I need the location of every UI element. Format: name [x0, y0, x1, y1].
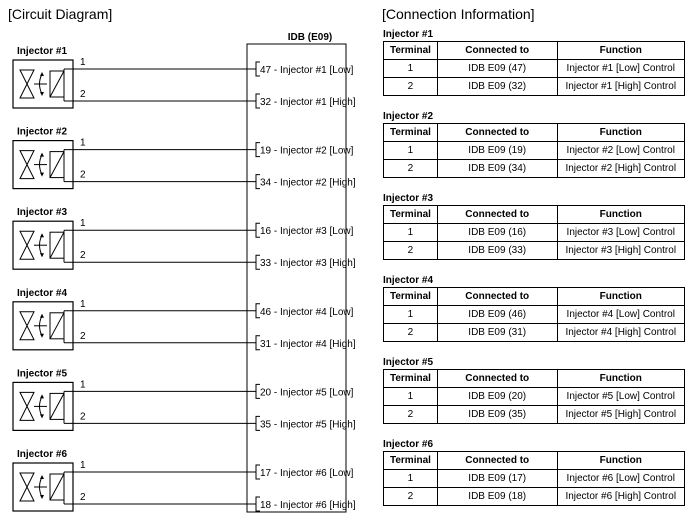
injector-circuit-4: [13, 288, 356, 350]
cell-terminal: 1: [384, 306, 438, 324]
idb-box: [247, 44, 346, 512]
table-header-row: [384, 370, 685, 388]
injector-circuit-1: [13, 46, 356, 108]
table-title: Injector #2: [383, 111, 434, 122]
pin-number: 2: [80, 250, 86, 262]
table-header-row: [384, 206, 685, 224]
cell-function: Injector #1 [Low] Control: [557, 60, 685, 78]
circuit-diagram-title: [Circuit Diagram]: [8, 6, 113, 22]
cell-function: Injector #6 [Low] Control: [557, 470, 685, 488]
idb-pin-label: 19 - Injector #2 [Low]: [260, 145, 354, 157]
injector-circuit-6: [13, 449, 356, 511]
pin-number: 2: [80, 169, 86, 181]
injector-title: Injector #3: [17, 207, 68, 219]
connection-block-1: [383, 28, 688, 110]
cell-terminal: 2: [384, 488, 438, 506]
cell-function: Injector #5 [Low] Control: [557, 388, 685, 406]
table-row: [384, 406, 685, 424]
table-row: [384, 160, 685, 178]
header-terminal: Terminal: [384, 370, 438, 388]
header-terminal: Terminal: [384, 288, 438, 306]
table-title: Injector #3: [383, 193, 434, 204]
cell-function: Injector #5 [High] Control: [557, 406, 685, 424]
cell-terminal: 1: [384, 388, 438, 406]
idb-pin-label: 32 - Injector #1 [High]: [260, 97, 356, 108]
cell-function: Injector #6 [High] Control: [557, 488, 685, 506]
cell-terminal: 1: [384, 142, 438, 160]
cell-connected-to: IDB E09 (35): [437, 406, 557, 424]
pin-number: 2: [80, 330, 86, 342]
cell-connected-to: IDB E09 (46): [437, 306, 557, 324]
idb-pin-label: 20 - Injector #5 [Low]: [260, 387, 354, 399]
idb-pin-label: 47 - Injector #1 [Low]: [260, 65, 354, 76]
cell-connected-to: IDB E09 (17): [437, 470, 557, 488]
cell-terminal: 2: [384, 78, 438, 96]
cell-connected-to: IDB E09 (32): [437, 78, 557, 96]
solenoid-valve-icon: [20, 311, 64, 343]
cell-connected-to: IDB E09 (19): [437, 142, 557, 160]
connection-block-6: [383, 438, 688, 520]
injector-title: Injector #6: [17, 449, 68, 460]
table-header-row: [384, 42, 685, 60]
header-terminal: Terminal: [384, 452, 438, 470]
pin-number: 1: [80, 460, 86, 471]
table-row: [384, 142, 685, 160]
pin-number: 1: [80, 298, 86, 310]
cell-terminal: 1: [384, 470, 438, 488]
solenoid-valve-icon: [20, 150, 64, 182]
injector-title: Injector #1: [17, 46, 68, 57]
header-function: Function: [557, 288, 685, 306]
connection-block-3: [383, 192, 688, 274]
connection-table: [383, 41, 685, 96]
cell-terminal: 2: [384, 406, 438, 424]
pin-number: 2: [80, 89, 86, 100]
table-header-row: [384, 124, 685, 142]
header-connected-to: Connected to: [437, 452, 557, 470]
connection-info-title: [Connection Information]: [382, 6, 535, 22]
table-row: [384, 242, 685, 260]
cell-terminal: 1: [384, 60, 438, 78]
solenoid-valve-icon: [20, 472, 64, 504]
table-row: [384, 306, 685, 324]
injector-circuit-2: [13, 127, 356, 189]
pin-number: 1: [80, 57, 86, 68]
cell-function: Injector #2 [Low] Control: [557, 142, 685, 160]
solenoid-valve-icon: [20, 391, 64, 423]
header-function: Function: [557, 42, 685, 60]
cell-terminal: 2: [384, 324, 438, 342]
cell-function: Injector #3 [High] Control: [557, 242, 685, 260]
header-terminal: Terminal: [384, 206, 438, 224]
header-function: Function: [557, 124, 685, 142]
cell-terminal: 1: [384, 224, 438, 242]
table-row: [384, 60, 685, 78]
table-title: Injector #6: [383, 439, 434, 450]
cell-terminal: 2: [384, 160, 438, 178]
table-header-row: [384, 452, 685, 470]
idb-pin-label: 18 - Injector #6 [High]: [260, 500, 356, 511]
solenoid-valve-icon: [20, 69, 64, 101]
injector-title: Injector #4: [17, 287, 68, 299]
header-connected-to: Connected to: [437, 370, 557, 388]
idb-pin-label: 35 - Injector #5 [High]: [260, 419, 356, 431]
cell-connected-to: IDB E09 (20): [437, 388, 557, 406]
connection-tables: [383, 28, 688, 520]
idb-label: IDB (E09): [287, 32, 333, 43]
cell-function: Injector #2 [High] Control: [557, 160, 685, 178]
idb-pin-label: 31 - Injector #4 [High]: [260, 338, 356, 350]
table-title: Injector #4: [383, 275, 434, 286]
table-header-row: [384, 288, 685, 306]
pin-number: 1: [80, 218, 86, 230]
header-connected-to: Connected to: [437, 206, 557, 224]
cell-connected-to: IDB E09 (18): [437, 488, 557, 506]
cell-terminal: 2: [384, 242, 438, 260]
table-row: [384, 78, 685, 96]
cell-function: Injector #4 [High] Control: [557, 324, 685, 342]
cell-function: Injector #4 [Low] Control: [557, 306, 685, 324]
idb-pin-label: 33 - Injector #3 [High]: [260, 258, 356, 270]
idb-pin-label: 17 - Injector #6 [Low]: [260, 468, 354, 479]
injector-circuit-5: [13, 368, 356, 430]
cell-connected-to: IDB E09 (47): [437, 60, 557, 78]
header-terminal: Terminal: [384, 42, 438, 60]
pin-number: 1: [80, 379, 86, 391]
cell-function: Injector #3 [Low] Control: [557, 224, 685, 242]
connection-block-4: [383, 274, 688, 356]
cell-connected-to: IDB E09 (31): [437, 324, 557, 342]
idb-pin-label: 16 - Injector #3 [Low]: [260, 226, 354, 238]
idb-pin-label: 46 - Injector #4 [Low]: [260, 306, 354, 318]
connection-table: [383, 287, 685, 342]
idb-pin-label: 34 - Injector #2 [High]: [260, 177, 356, 189]
solenoid-valve-icon: [20, 230, 64, 262]
pin-number: 2: [80, 492, 86, 503]
header-connected-to: Connected to: [437, 42, 557, 60]
header-function: Function: [557, 452, 685, 470]
table-row: [384, 470, 685, 488]
table-row: [384, 488, 685, 506]
header-connected-to: Connected to: [437, 288, 557, 306]
connection-block-5: [383, 356, 688, 438]
connection-table: [383, 369, 685, 424]
table-title: Injector #1: [383, 29, 434, 40]
cell-function: Injector #1 [High] Control: [557, 78, 685, 96]
connection-table: [383, 123, 685, 178]
injector-title: Injector #2: [17, 126, 68, 138]
header-terminal: Terminal: [384, 124, 438, 142]
pin-number: 2: [80, 411, 86, 423]
injector-circuit-3: [13, 207, 356, 269]
cell-connected-to: IDB E09 (33): [437, 242, 557, 260]
table-row: [384, 388, 685, 406]
connection-block-2: [383, 110, 688, 192]
cell-connected-to: IDB E09 (34): [437, 160, 557, 178]
connection-table: [383, 451, 685, 506]
header-function: Function: [557, 370, 685, 388]
table-title: Injector #5: [383, 357, 434, 368]
table-row: [384, 324, 685, 342]
connection-table: [383, 205, 685, 260]
header-connected-to: Connected to: [437, 124, 557, 142]
header-function: Function: [557, 206, 685, 224]
table-row: [384, 224, 685, 242]
injector-title: Injector #5: [17, 368, 68, 380]
cell-connected-to: IDB E09 (16): [437, 224, 557, 242]
pin-number: 1: [80, 137, 86, 149]
